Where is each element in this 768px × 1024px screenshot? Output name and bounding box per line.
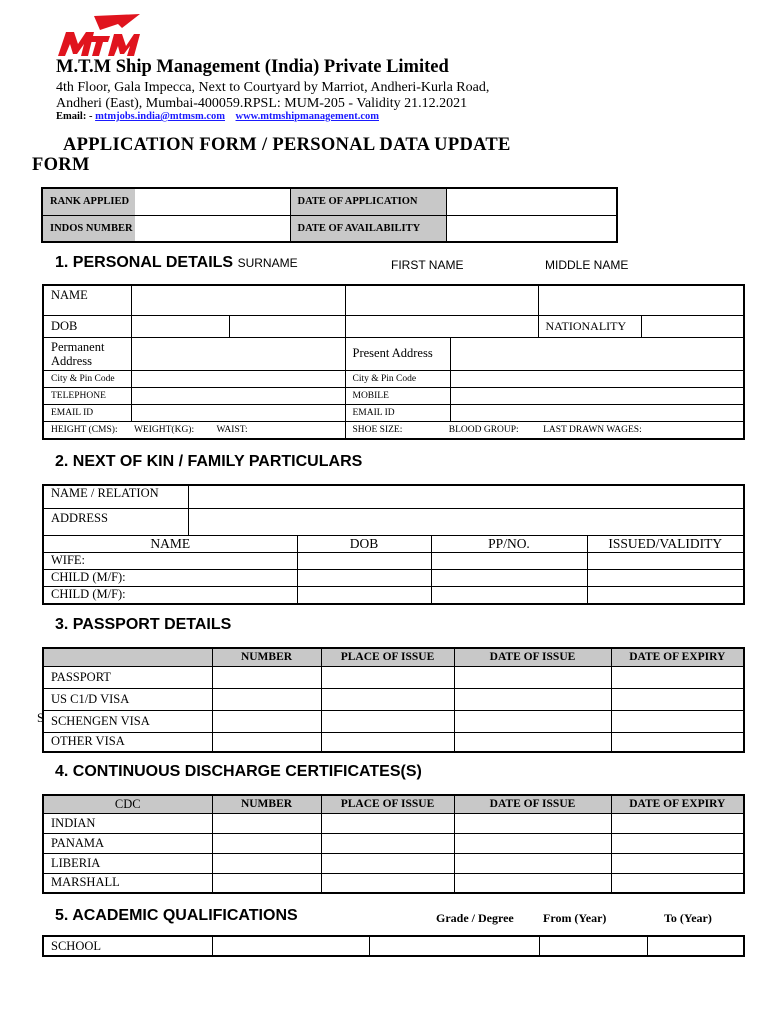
rank-applied-cell[interactable]: [42, 188, 290, 215]
mobile-field[interactable]: [450, 387, 744, 404]
cdc-col-place-of-issue: PLACE OF ISSUE: [321, 795, 454, 813]
field[interactable]: [212, 666, 321, 688]
address-line-2: Andheri (East), Mumbai-400059.RPSL: MUM-205 - Validity 21.12.2021: [56, 96, 468, 111]
field[interactable]: [321, 873, 454, 893]
field[interactable]: [454, 873, 611, 893]
cdc-header: CDC: [43, 795, 212, 813]
name-label: NAME: [43, 285, 131, 315]
middle-name-label: MIDDLE NAME: [545, 258, 629, 272]
waist-label: WAIST:: [216, 424, 248, 435]
email-label: Email: -: [56, 111, 93, 122]
kin-address-field[interactable]: [188, 508, 744, 535]
personal-details-table: [42, 284, 745, 440]
field[interactable]: [454, 666, 611, 688]
date-of-application-field[interactable]: [446, 188, 617, 215]
date-of-availability-field[interactable]: [446, 215, 617, 242]
middle-name-field[interactable]: [538, 285, 744, 315]
field[interactable]: [212, 732, 321, 752]
row-passport: PASSPORT: [43, 666, 212, 688]
city-pin-field[interactable]: [131, 370, 345, 387]
cdc-table: [42, 794, 745, 894]
col-issued-validity: ISSUED/VALIDITY: [587, 535, 744, 552]
col-date-of-expiry: DATE OF EXPIRY: [611, 648, 744, 666]
field[interactable]: [611, 813, 744, 833]
blood-group-label: BLOOD GROUP:: [448, 424, 519, 435]
passport-corner: [43, 648, 212, 666]
cdc-col-date-of-issue: DATE OF ISSUE: [454, 795, 611, 813]
field[interactable]: [212, 710, 321, 732]
section-title: 1. PERSONAL DETAILS: [55, 254, 234, 271]
child1-validity-field[interactable]: [587, 569, 744, 586]
present-email-id-label: EMAIL ID: [345, 404, 450, 421]
form-title-line2: FORM: [32, 155, 90, 175]
field[interactable]: [611, 688, 744, 710]
weight-label: WEIGHT(KG):: [133, 424, 195, 435]
last-wages-label: LAST DRAWN WAGES:: [543, 424, 642, 435]
row-liberia: LIBERIA: [43, 853, 212, 873]
field[interactable]: [321, 833, 454, 853]
contact-line: [56, 111, 379, 122]
wife-row-name[interactable]: WIFE:: [43, 552, 297, 569]
company-name: M.T.M Ship Management (India) Private Limited: [56, 57, 449, 77]
field[interactable]: [454, 853, 611, 873]
child2-row-name[interactable]: CHILD (M/F):: [43, 586, 297, 604]
col-date-of-issue: DATE OF ISSUE: [454, 648, 611, 666]
top-info-table: [41, 187, 618, 243]
field[interactable]: [321, 666, 454, 688]
rank-applied-label: RANK APPLIED: [50, 196, 130, 208]
col-dob: DOB: [297, 535, 431, 552]
field[interactable]: [611, 853, 744, 873]
to-year-field[interactable]: [647, 936, 744, 956]
email-link[interactable]: mtmjobs.india@mtmsm.com: [95, 111, 226, 122]
academic-table: [42, 935, 745, 957]
field[interactable]: [212, 688, 321, 710]
field[interactable]: [321, 813, 454, 833]
grade-field[interactable]: [369, 936, 539, 956]
to-year-label: To (Year): [664, 911, 712, 925]
row-marshall: MARSHALL: [43, 873, 212, 893]
telephone-field[interactable]: [131, 387, 345, 404]
wife-validity-field[interactable]: [587, 552, 744, 569]
website-link[interactable]: www.mtmshipmanagement.com: [235, 111, 380, 122]
city-pin-label: City & Pin Code: [43, 370, 131, 387]
present-email-id-field[interactable]: [450, 404, 744, 421]
date-of-application-label: DATE OF APPLICATION: [290, 188, 446, 215]
field[interactable]: [321, 853, 454, 873]
field[interactable]: [454, 688, 611, 710]
row-other-visa: OTHER VISA: [43, 732, 212, 752]
field[interactable]: [321, 710, 454, 732]
company-address: [56, 80, 489, 112]
email-id-field[interactable]: [131, 404, 345, 421]
present-city-pin-field[interactable]: [450, 370, 744, 387]
field[interactable]: [454, 732, 611, 752]
address-line-1: 4th Floor, Gala Impecca, Next to Courtyard by Marriot, Andheri-Kurla Road,: [56, 80, 490, 95]
present-city-pin-label: City & Pin Code: [345, 370, 450, 387]
field[interactable]: [212, 813, 321, 833]
name-relation-field[interactable]: [188, 485, 744, 508]
next-of-kin-table: [42, 484, 745, 605]
row-schengen-visa: SCHENGEN VISA: [43, 710, 212, 732]
email-id-label: EMAIL ID: [43, 404, 131, 421]
child2-pp-field[interactable]: [431, 586, 587, 604]
permanent-address-field[interactable]: [131, 337, 345, 370]
indos-number-label: INDOS NUMBER: [50, 222, 133, 234]
mtm-logo: [56, 14, 140, 58]
section-academic: 5. ACADEMIC QUALIFICATIONS: [55, 907, 298, 924]
field[interactable]: [454, 710, 611, 732]
row-school: SCHOOL: [43, 936, 212, 956]
surname-field[interactable]: [131, 285, 345, 315]
date-of-availability-label: DATE OF AVAILABILITY: [290, 215, 446, 242]
from-year-field[interactable]: [539, 936, 647, 956]
cdc-col-number: NUMBER: [212, 795, 321, 813]
address-label: ADDRESS: [43, 508, 188, 535]
col-place-of-issue: PLACE OF ISSUE: [321, 648, 454, 666]
field[interactable]: [212, 833, 321, 853]
child2-dob-field[interactable]: [297, 586, 431, 604]
nationality-field[interactable]: [641, 315, 744, 337]
row-panama: PANAMA: [43, 833, 212, 853]
field[interactable]: [212, 873, 321, 893]
mobile-label: MOBILE: [345, 387, 450, 404]
wife-dob-field[interactable]: [297, 552, 431, 569]
col-name: NAME: [43, 535, 297, 552]
child1-pp-field[interactable]: [431, 569, 587, 586]
present-address-label: Present Address: [345, 337, 450, 370]
cdc-col-date-of-expiry: DATE OF EXPIRY: [611, 795, 744, 813]
permanent-address-label: Permanent Address: [43, 337, 131, 370]
child1-dob-field[interactable]: [297, 569, 431, 586]
passport-table: [42, 647, 745, 753]
field[interactable]: [212, 853, 321, 873]
indos-number-cell[interactable]: [42, 215, 290, 242]
section-next-of-kin: 2. NEXT OF KIN / FAMILY PARTICULARS: [55, 453, 363, 470]
field[interactable]: [212, 936, 369, 956]
grade-degree-label: Grade / Degree: [436, 911, 514, 925]
name-relation-label: NAME / RELATION: [43, 485, 188, 508]
field[interactable]: [611, 666, 744, 688]
dob-label: DOB: [43, 315, 131, 337]
col-number: NUMBER: [212, 648, 321, 666]
child2-validity-field[interactable]: [587, 586, 744, 604]
dob-field-2[interactable]: [229, 315, 345, 337]
wife-pp-field[interactable]: [431, 552, 587, 569]
section-personal-details: [55, 254, 298, 272]
child1-row-name[interactable]: CHILD (M/F):: [43, 569, 297, 586]
field[interactable]: [611, 873, 744, 893]
height-label: HEIGHT (CMS):: [51, 424, 118, 435]
row-us-visa: US C1/D VISA: [43, 688, 212, 710]
field[interactable]: [611, 833, 744, 853]
dob-field-3[interactable]: [345, 315, 538, 337]
first-name-field[interactable]: [345, 285, 538, 315]
field[interactable]: [611, 710, 744, 732]
field[interactable]: [454, 813, 611, 833]
stray-mark: S: [37, 711, 44, 725]
surname-label: SURNAME: [237, 256, 298, 270]
section-cdc: 4. CONTINUOUS DISCHARGE CERTIFICATES(S): [55, 763, 422, 780]
first-name-label: FIRST NAME: [391, 258, 464, 272]
field[interactable]: [611, 732, 744, 752]
from-year-label: From (Year): [543, 911, 607, 925]
other-details-row[interactable]: [345, 421, 744, 439]
row-indian: INDIAN: [43, 813, 212, 833]
telephone-label: TELEPHONE: [43, 387, 131, 404]
form-title-line1: APPLICATION FORM / PERSONAL DATA UPDATE: [63, 135, 511, 155]
col-pp-no: PP/NO.: [431, 535, 587, 552]
form-title: [32, 135, 511, 175]
body-measurements-row[interactable]: [43, 421, 345, 439]
shoe-size-label: SHOE SIZE:: [352, 424, 403, 435]
dob-field-1[interactable]: [131, 315, 229, 337]
field[interactable]: [321, 688, 454, 710]
section-passport: 3. PASSPORT DETAILS: [55, 616, 232, 633]
field[interactable]: [454, 833, 611, 853]
nationality-label: NATIONALITY: [538, 315, 641, 337]
field[interactable]: [321, 732, 454, 752]
present-address-field[interactable]: [450, 337, 744, 370]
